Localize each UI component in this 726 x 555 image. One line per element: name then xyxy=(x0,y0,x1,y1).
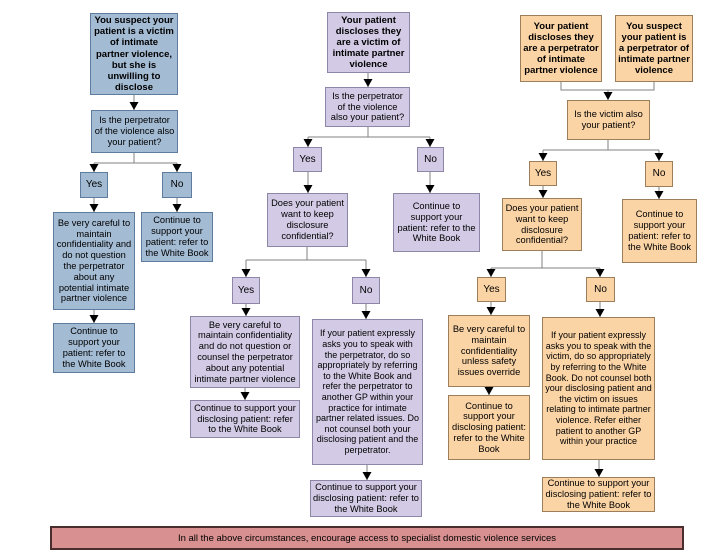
box-mid-confidential-question: Does your patient want to keep disclosure confidential? xyxy=(267,193,348,247)
box-left-support-patient-no-branch: Continue to support your patient: refer to the White Book xyxy=(141,212,213,262)
box-right-confidential-question: Does your patient want to keep disclosure confidential? xyxy=(502,198,582,251)
box-suspect-perpetrator-start: You suspect your patient is a perpetrator of intimate partner violence xyxy=(615,15,693,82)
box-mid-confidentiality-advice: Be very careful to maintain confidentiality and do not question or counsel the perpetrator about any potential intimate partner violence xyxy=(190,316,300,388)
box-left-perpetrator-question: Is the perpetrator of the violence also your patient? xyxy=(91,110,178,153)
box-mid-no: No xyxy=(417,147,444,172)
box-right-no2: No xyxy=(586,277,615,302)
box-right-yes2: Yes xyxy=(477,277,506,302)
box-right-support-patient: Continue to support your patient: refer to the White Book xyxy=(622,199,697,263)
box-perpetrator-discloses-start: Your patient discloses they are a perpetrator of intimate partner violence xyxy=(520,15,602,82)
box-right-victim-question: Is the victim also your patient? xyxy=(567,100,650,140)
box-left-yes: Yes xyxy=(80,172,108,198)
box-mid-support-disclosing-no-branch: Continue to support your disclosing patient: refer to the White Book xyxy=(310,480,422,517)
box-left-support-patient: Continue to support your patient: refer to the White Book xyxy=(53,323,135,373)
box-right-speak-victim-advice: If your patient expressly asks you to speak with the victim, do so appropriately by referring to the White Book. Do not counsel both your disclosing patient and the victim on issues relating to intimate partner violence. Refer either patient to another GP within your practice xyxy=(542,317,655,460)
box-left-no: No xyxy=(162,172,192,198)
box-mid-support-patient: Continue to support your patient: refer to the White Book xyxy=(393,193,480,252)
box-left-confidentiality-advice: Be very careful to maintain confidentiality and do not question the perpetrator about any potential intimate partner violence xyxy=(53,212,135,310)
box-right-yes: Yes xyxy=(529,161,557,186)
box-mid-speak-perpetrator-advice: If your patient expressly asks you to speak with the perpetrator, do so appropriately by referring to the White Book and refer the perpetrator to another GP within your practice for intimate partner related issues. Do not counsel both your disclosing patient and the perpetrator. xyxy=(312,319,423,465)
box-mid-support-disclosing: Continue to support your disclosing patient: refer to the White Book xyxy=(190,400,300,438)
box-right-support-disclosing-no-branch: Continue to support your disclosing patient: refer to the White Book xyxy=(542,477,655,512)
box-right-no: No xyxy=(645,161,673,187)
box-suspect-victim-start: You suspect your patient is a victim of intimate partner violence, but she is unwilling to disclose xyxy=(90,13,178,95)
box-mid-perpetrator-question: Is the perpetrator of the violence also your patient? xyxy=(325,87,410,127)
box-mid-yes2: Yes xyxy=(232,277,260,304)
box-mid-yes: Yes xyxy=(293,147,322,172)
box-right-confidentiality-advice: Be very careful to maintain confidentiality unless safety issues override xyxy=(448,315,530,387)
box-victim-discloses-start: Your patient discloses they are a victim of intimate partner violence xyxy=(327,12,410,73)
banner-specialist-services-note: In all the above circumstances, encourage access to specialist domestic violence services xyxy=(50,526,684,550)
box-mid-no2: No xyxy=(352,277,380,304)
box-right-support-disclosing: Continue to support your disclosing patient: refer to the White Book xyxy=(448,395,530,460)
